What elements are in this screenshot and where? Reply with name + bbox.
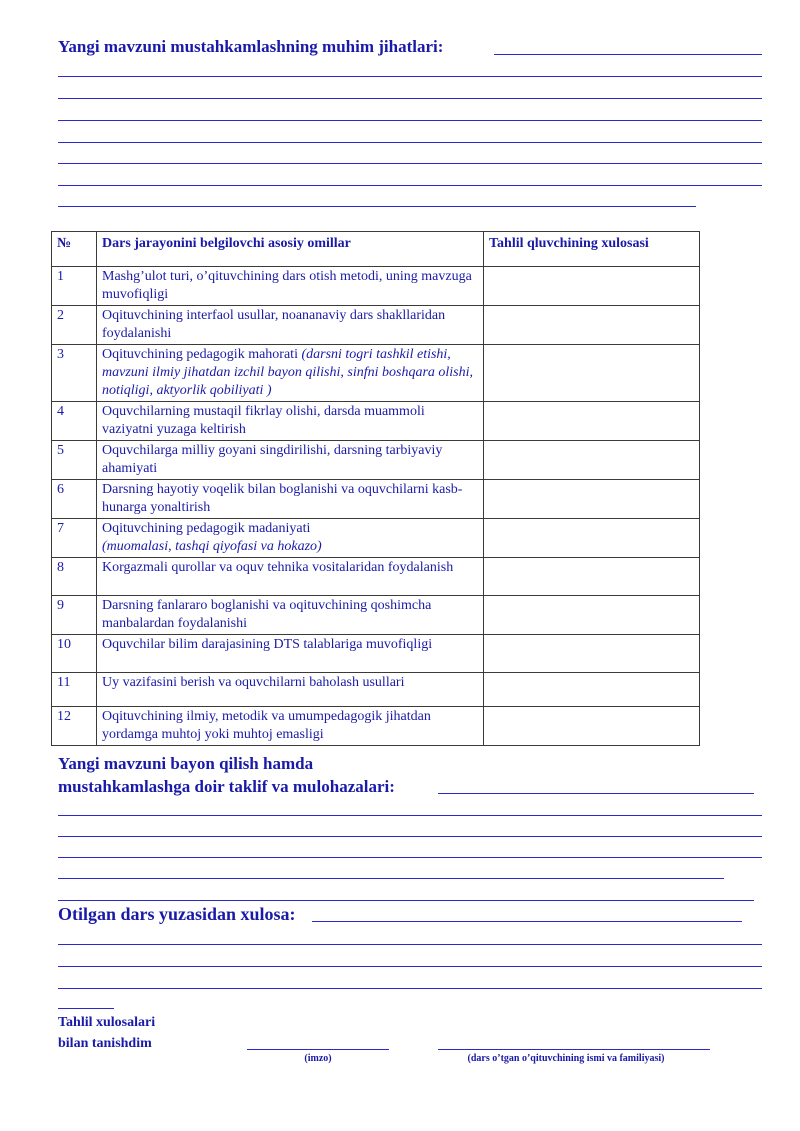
answer-line[interactable] (438, 793, 754, 794)
signoff-label-line1: Tahlil xulosalari (58, 1015, 156, 1030)
answer-line[interactable] (58, 98, 762, 99)
signature-caption: (imzo) (304, 1053, 332, 1064)
row-factor (97, 519, 484, 558)
answer-line[interactable] (58, 878, 724, 879)
answer-line[interactable] (58, 815, 762, 816)
row-factor-text: Oqituvchining pedagogik madaniyati (102, 521, 311, 536)
table-row (52, 345, 700, 402)
table-row (52, 402, 700, 441)
header-number: № (52, 232, 97, 267)
answer-line[interactable] (58, 185, 762, 186)
answer-line[interactable] (312, 921, 742, 922)
table-row (52, 596, 700, 635)
answer-line[interactable] (58, 206, 696, 207)
row-factor-note: (darsni togri tashkil etishi, mavzuni ilmiy jihatdan izchil bayon qilishi, sinfni boshqara olishi, notiqligi, aktyorlik qobiliyati ) (102, 347, 474, 398)
answer-line[interactable] (58, 1008, 114, 1009)
answer-line[interactable] (58, 836, 762, 837)
row-conclusion-cell[interactable] (484, 519, 700, 558)
heading-top: Yangi mavzuni mustahkamlashning muhim jihatlari: (58, 37, 444, 56)
answer-line[interactable] (58, 76, 762, 77)
row-factor-text: Uy vazifasini berish va oquvchilarni baholash usullari (102, 675, 405, 690)
row-factor (97, 558, 484, 596)
row-factor (97, 306, 484, 345)
row-number: 11 (52, 673, 97, 707)
answer-line[interactable] (58, 142, 762, 143)
answer-line[interactable] (58, 966, 762, 967)
row-factor-text: Oquvchilarning mustaqil fikrlay olishi, darsda muammoli vaziyatni yuzaga keltirish (102, 404, 425, 437)
row-number: 9 (52, 596, 97, 635)
row-number: 12 (52, 707, 97, 746)
answer-line[interactable] (58, 120, 762, 121)
row-factor (97, 345, 484, 402)
row-number: 6 (52, 480, 97, 519)
row-number: 3 (52, 345, 97, 402)
row-factor (97, 441, 484, 480)
row-conclusion-cell[interactable] (484, 707, 700, 746)
table-row (52, 673, 700, 707)
answer-line[interactable] (58, 944, 762, 945)
answer-line[interactable] (58, 988, 762, 989)
row-conclusion-cell[interactable] (484, 596, 700, 635)
row-number: 5 (52, 441, 97, 480)
answer-line[interactable] (58, 900, 754, 901)
row-factor-text: Oquvchilar bilim darajasining DTS talablariga muvofiqligi (102, 637, 433, 652)
evaluation-table (51, 231, 700, 746)
answer-line[interactable] (58, 163, 762, 164)
row-conclusion-cell[interactable] (484, 402, 700, 441)
row-number: 8 (52, 558, 97, 596)
row-factor (97, 673, 484, 707)
table-row (52, 306, 700, 345)
row-factor-text: Darsning fanlararo boglanishi va oqituvchining qoshimcha manbalardan foydalanishi (102, 598, 432, 631)
table-row (52, 707, 700, 746)
signature-line[interactable] (247, 1049, 389, 1050)
name-line[interactable] (438, 1049, 710, 1050)
table-row (52, 519, 700, 558)
row-number: 7 (52, 519, 97, 558)
row-conclusion-cell[interactable] (484, 480, 700, 519)
row-factor-text: Oqituvchining pedagogik mahorati (102, 347, 298, 362)
table-row (52, 635, 700, 673)
row-conclusion-cell[interactable] (484, 635, 700, 673)
row-number: 2 (52, 306, 97, 345)
table-row (52, 267, 700, 306)
table-row (52, 441, 700, 480)
answer-line[interactable] (494, 54, 762, 55)
row-factor-text: Oqituvchining ilmiy, metodik va umumpedagogik jihatdan yordamga muhtoj yoki muhtoj emasligi (102, 709, 431, 742)
row-number: 10 (52, 635, 97, 673)
row-factor (97, 267, 484, 306)
row-conclusion-cell[interactable] (484, 306, 700, 345)
row-number: 4 (52, 402, 97, 441)
row-conclusion-cell[interactable] (484, 558, 700, 596)
heading-mid-line2: mustahkamlashga doir taklif va mulohazalari: (58, 777, 395, 796)
signoff-label (58, 1012, 155, 1054)
row-factor-note: (muomalasi, tashqi qiyofasi va hokazo) (102, 539, 322, 554)
row-factor (97, 596, 484, 635)
row-factor-text: Korgazmali qurollar va oquv tehnika vositalaridan foydalanish (102, 560, 454, 575)
row-factor (97, 480, 484, 519)
row-conclusion-cell[interactable] (484, 441, 700, 480)
header-conclusion: Tahlil qluvchining xulosasi (484, 232, 700, 267)
row-factor-text: Oqituvchining interfaol usullar, noananaviy dars shakllaridan foydalanishi (102, 308, 446, 341)
answer-line[interactable] (58, 857, 762, 858)
table-row (52, 480, 700, 519)
name-caption: (dars o’tgan o’qituvchining ismi va familiyasi) (467, 1053, 665, 1064)
signoff-label-line2: bilan tanishdim (58, 1036, 152, 1051)
row-factor-text: Mashg’ulot turi, o’qituvchining dars otish metodi, uning mavzuga muvofiqligi (102, 269, 472, 302)
row-factor-text: Oquvchilarga milliy goyani singdirilishi, darsning tarbiyaviy ahamiyati (102, 443, 443, 476)
table-header-row (52, 232, 700, 267)
heading-mid-line1: Yangi mavzuni bayon qilish hamda (58, 754, 314, 773)
table-row (52, 558, 700, 596)
row-number: 1 (52, 267, 97, 306)
header-factors: Dars jarayonini belgilovchi asosiy omillar (97, 232, 484, 267)
heading-conclusion: Otilgan dars yuzasidan xulosa: (58, 904, 296, 924)
row-factor (97, 707, 484, 746)
row-factor (97, 635, 484, 673)
row-conclusion-cell[interactable] (484, 345, 700, 402)
row-conclusion-cell[interactable] (484, 267, 700, 306)
row-conclusion-cell[interactable] (484, 673, 700, 707)
row-factor-text: Darsning hayotiy voqelik bilan boglanishi va oquvchilarni kasb-hunarga yonaltirish (102, 482, 463, 515)
row-factor (97, 402, 484, 441)
